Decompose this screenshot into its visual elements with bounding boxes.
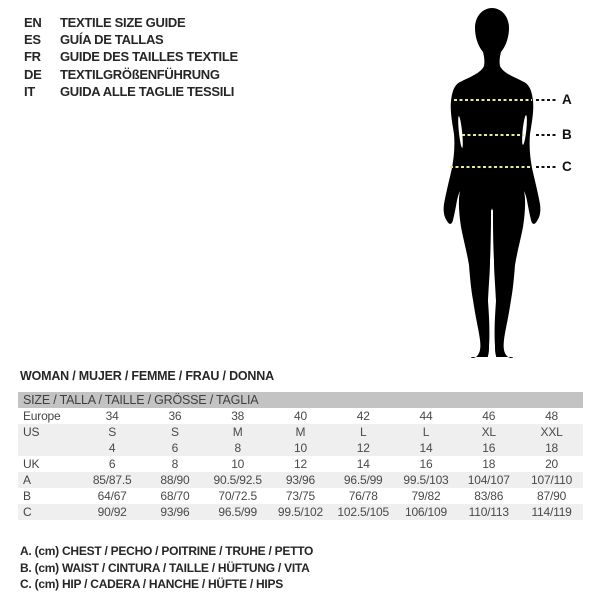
table-header-label: SIZE / TALLA / TAILLE / GRÖSSE / TAGLIA [18, 392, 583, 408]
woman-silhouette-icon [440, 6, 544, 362]
table-row [18, 504, 583, 520]
table-cell: 10 [231, 457, 245, 471]
table-cell: 102.5/105 [332, 504, 395, 520]
section-title-woman: WOMAN / MUJER / FEMME / FRAU / DONNA [20, 369, 274, 383]
table-cell: 14 [395, 440, 458, 456]
hip-marker-label: C [562, 159, 572, 174]
table-cell: 12 [332, 440, 395, 456]
legend-hip: C. (cm) HIP / CADERA / HANCHE / HÜFTE / HIPS [20, 577, 284, 592]
table-cell: L [395, 424, 458, 440]
table-cell: 48 [545, 409, 559, 423]
table-cell: 90/92 [81, 504, 144, 520]
lang-title: TEXTILE SIZE GUIDE [60, 15, 186, 31]
table-cell: 106/109 [395, 504, 458, 520]
table-row [18, 408, 583, 424]
size-table [18, 392, 583, 520]
table-cell: 107/110 [520, 472, 583, 488]
waist-line-dots [462, 134, 524, 136]
table-header-row [18, 392, 583, 408]
table-cell: 93/96 [269, 472, 332, 488]
table-cell: 20 [545, 457, 559, 471]
row-label: C [18, 504, 81, 520]
lang-code: IT [24, 83, 35, 99]
legend-waist: B. (cm) WAIST / CINTURA / TAILLE / HÜFTUNG / VITA [20, 560, 310, 575]
table-cell: 87/90 [537, 489, 567, 503]
woman-silhouette-figure [440, 6, 544, 362]
lang-title: GUIDE DES TAILLES TEXTILE [60, 49, 238, 65]
table-cell: 79/82 [411, 489, 441, 503]
table-cell: 46 [482, 409, 496, 423]
lang-title: GUIDA ALLE TAGLIE TESSILI [60, 83, 235, 99]
language-heading-block [24, 14, 238, 100]
lang-row-fr [24, 48, 238, 65]
lang-row-it [24, 83, 238, 100]
lang-code: DE [24, 66, 42, 82]
hip-line-leader [536, 166, 558, 168]
table-cell: S [81, 424, 144, 440]
chest-line-dots [454, 99, 532, 101]
table-cell: 114/119 [520, 504, 583, 520]
table-cell: 6 [108, 457, 116, 471]
table-cell: 42 [356, 409, 370, 423]
table-cell: L [332, 424, 395, 440]
table-cell: 70/72.5 [218, 489, 257, 503]
table-cell: 18 [482, 457, 496, 471]
table-cell: 44 [419, 409, 433, 423]
chest-marker-label: A [562, 92, 572, 107]
waist-line-leader [536, 134, 558, 136]
row-label [18, 440, 81, 456]
table-cell: 99.5/102 [269, 504, 332, 520]
measurement-legend [20, 543, 313, 593]
table-cell: 38 [231, 409, 245, 423]
table-row [18, 456, 583, 472]
table-row [18, 472, 583, 488]
table-row [18, 488, 583, 504]
table-cell: 34 [105, 409, 119, 423]
table-cell: 8 [171, 457, 179, 471]
table-cell: 96.5/99 [332, 472, 395, 488]
table-cell: 10 [269, 440, 332, 456]
table-cell: 85/87.5 [81, 472, 144, 488]
table-cell: 110/113 [457, 504, 520, 520]
table-row [18, 440, 583, 456]
table-cell: 64/67 [97, 489, 127, 503]
waist-marker-label: B [562, 127, 572, 142]
table-cell: 73/75 [285, 489, 315, 503]
lang-code: FR [24, 49, 41, 65]
lang-code: ES [24, 32, 41, 48]
table-cell: 68/70 [160, 489, 190, 503]
row-label: UK [23, 457, 40, 471]
table-cell: M [206, 424, 269, 440]
table-cell: 90.5/92.5 [206, 472, 269, 488]
lang-title: GUÍA DE TALLAS [60, 32, 164, 48]
table-cell: 16 [457, 440, 520, 456]
table-cell: S [144, 424, 207, 440]
table-cell: 8 [206, 440, 269, 456]
lang-code: EN [24, 15, 42, 31]
table-cell: 104/107 [457, 472, 520, 488]
table-cell: M [269, 424, 332, 440]
table-cell: 83/86 [474, 489, 504, 503]
table-cell: 4 [81, 440, 144, 456]
row-label: US [18, 424, 81, 440]
row-label: A [18, 472, 81, 488]
table-cell: 40 [293, 409, 307, 423]
table-cell: 96.5/99 [206, 504, 269, 520]
table-cell: 18 [520, 440, 583, 456]
table-cell: 6 [144, 440, 207, 456]
legend-chest: A. (cm) CHEST / PECHO / POITRINE / TRUHE / PETTO [20, 544, 314, 559]
table-cell: 88/90 [144, 472, 207, 488]
row-label: Europe [23, 409, 61, 423]
table-cell: 16 [419, 457, 433, 471]
table-cell: 12 [293, 457, 307, 471]
hip-line-dots [450, 166, 530, 168]
table-cell: 36 [168, 409, 182, 423]
table-cell: 14 [356, 457, 370, 471]
chest-line-leader [536, 99, 558, 101]
table-cell: 99.5/103 [395, 472, 458, 488]
lang-row-es [24, 31, 238, 48]
lang-title: TEXTILGRÖßENFÜHRUNG [60, 66, 220, 82]
lang-row-en [24, 14, 238, 31]
table-cell: XXL [520, 424, 583, 440]
table-cell: 93/96 [144, 504, 207, 520]
table-row [18, 424, 583, 440]
table-cell: 76/78 [348, 489, 378, 503]
row-label: B [23, 489, 31, 503]
lang-row-de [24, 66, 238, 83]
table-cell: XL [457, 424, 520, 440]
